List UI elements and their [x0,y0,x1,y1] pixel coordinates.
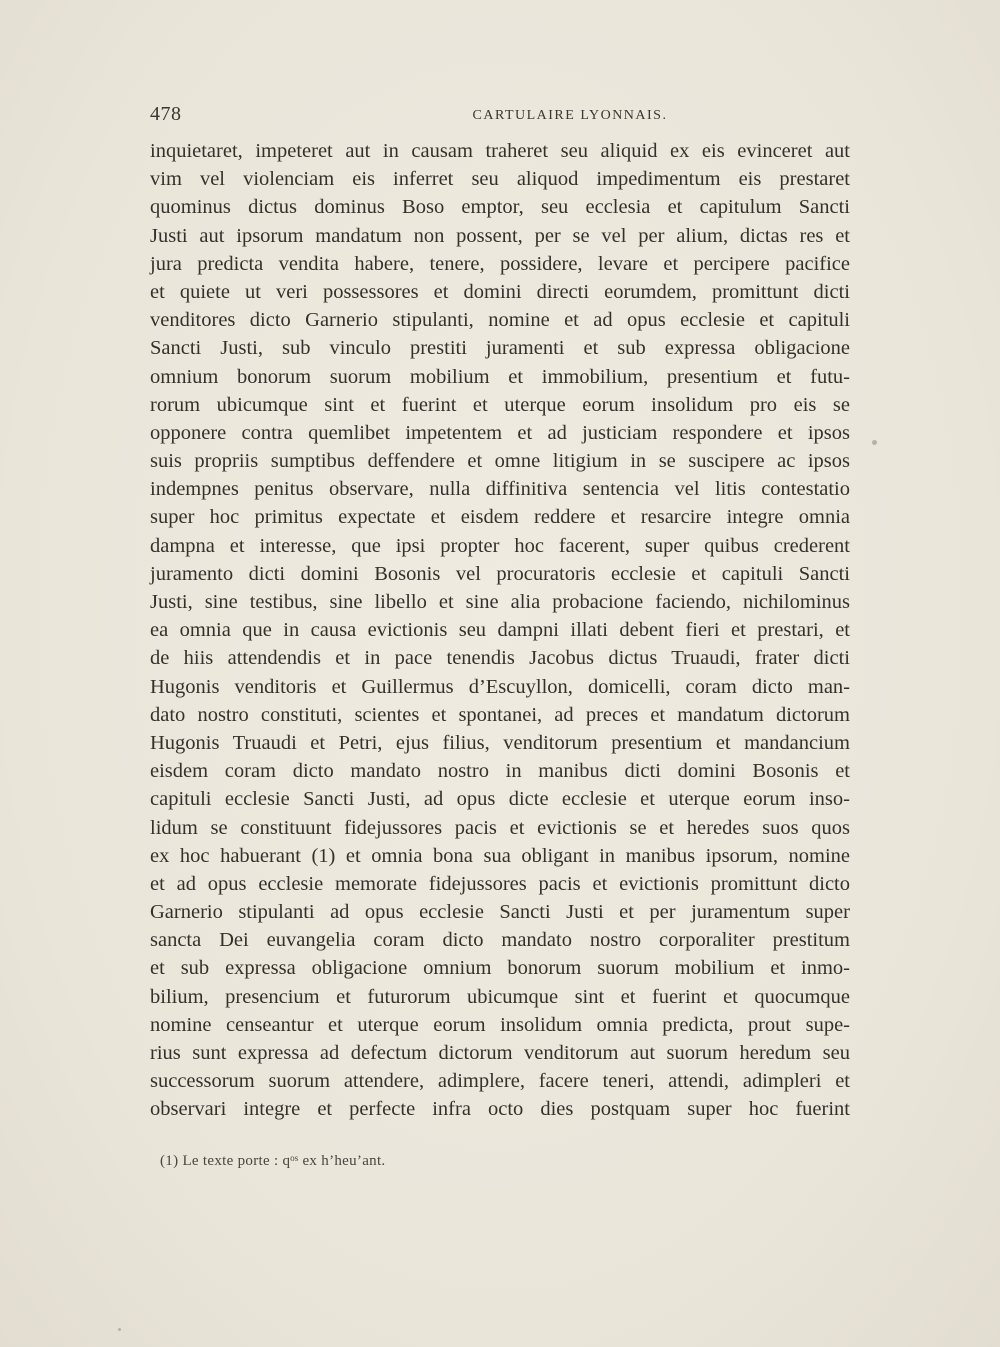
paper-speck [872,440,877,445]
page-number: 478 [150,103,182,125]
text-line: super hoc primitus expectate et eisdem reddere et resarcire integre omnia [150,506,850,529]
text-line: quominus dictus dominus Boso emptor, seu ecclesia et capitulum Sancti [150,196,850,219]
text-line: lidum se constituunt fidejussores pacis et evictionis se et heredes suos quos [150,816,850,839]
text-line: sancta Dei euvangelia coram dicto mandato nostro corporaliter prestitum [150,929,850,952]
text-line: opponere contra quemlibet impetentem et ad justiciam respondere et ipsos [150,421,850,444]
text-line: Garnerio stipulanti ad opus ecclesie Sancti Justi et per juramentum super [150,901,850,924]
text-line: venditores dicto Garnerio stipulanti, nomine et ad opus ecclesie et capituli [150,309,850,332]
text-line: de hiis attendendis et in pace tenendis Jacobus dictus Truaudi, frater dicti [150,647,850,670]
text-line: dampna et interesse, que ipsi propter hoc facerent, super quibus crederent [150,534,850,557]
text-line: dato nostro constituti, scientes et spontanei, ad preces et mandatum dictorum [150,703,850,726]
text-line: vim vel violenciam eis inferret seu aliquod impedimentum eis prestaret [150,168,850,191]
text-line: et ad opus ecclesie memorate fidejussores pacis et evictionis promittunt dicto [150,872,850,895]
text-line: eisdem coram dicto mandato nostro in manibus dicti domini Bosonis et [150,760,850,783]
text-line: et sub expressa obligacione omnium bonorum suorum mobilium et inmo- [150,957,850,980]
text-line: rorum ubicumque sint et fuerint et uterque eorum insolidum pro eis se [150,393,850,416]
body-text [150,137,850,1124]
text-line: indempnes penitus observare, nulla diffinitiva sentencia vel litis contestatio [150,478,850,501]
text-line: Hugonis Truaudi et Petri, ejus filius, venditorum presentium et mandancium [150,731,850,754]
text-line: bilium, presencium et futurorum ubicumque sint et fuerint et quocumque [150,985,850,1008]
footnote: (1) Le texte porte : qᵒˢ ex h’heu’ant. [160,1153,386,1169]
running-head [150,103,850,129]
text-line: Hugonis venditoris et Guillermus d’Escuyllon, domicelli, coram dicto man- [150,675,850,698]
text-line: observari integre et perfecte infra octo dies postquam super hoc fuerint [150,1098,850,1121]
text-line: nomine censeantur et uterque eorum insolidum omnia predicta, prout supe- [150,1013,850,1036]
text-line: omnium bonorum suorum mobilium et immobilium, presentium et futu- [150,365,850,388]
text-line: Justi, sine testibus, sine libello et sine alia probacione faciendo, nichilominus [150,591,850,613]
text-line: Justi aut ipsorum mandatum non possent, per se vel per alium, dictas res et [150,224,850,247]
paper-speck [118,1328,121,1331]
text-line: Sancti Justi, sub vinculo prestiti juramenti et sub expressa obligacione [150,337,850,360]
text-line: jura predicta vendita habere, tenere, possidere, levare et percipere pacifice [150,252,850,275]
text-line: suis propriis sumptibus deffendere et omne litigium in se suscipere ac ipsos [150,450,850,473]
text-line: juramento dicti domini Bosonis vel procuratoris ecclesie et capituli Sancti [150,562,850,585]
text-line: et quiete ut veri possessores et domini directi eorumdem, promittunt dicti [150,280,850,303]
text-line: inquietaret, impeteret aut in causam traheret seu aliquid ex eis evinceret aut [150,140,850,162]
text-line: capituli ecclesie Sancti Justi, ad opus dicte ecclesie et uterque eorum inso- [150,788,850,811]
text-line: ea omnia que in causa evictionis seu dampni illati debent fieri et prestari, et [150,619,850,642]
text-line: ex hoc habuerant (1) et omnia bona sua obligant in manibus ipsorum, nomine [150,844,850,867]
text-line: rius sunt expressa ad defectum dictorum venditorum aut suorum heredum seu [150,1042,850,1064]
text-line: successorum suorum attendere, adimplere, facere teneri, attendi, adimpleri et [150,1070,850,1093]
running-title: CARTULAIRE LYONNAIS. [472,108,668,123]
